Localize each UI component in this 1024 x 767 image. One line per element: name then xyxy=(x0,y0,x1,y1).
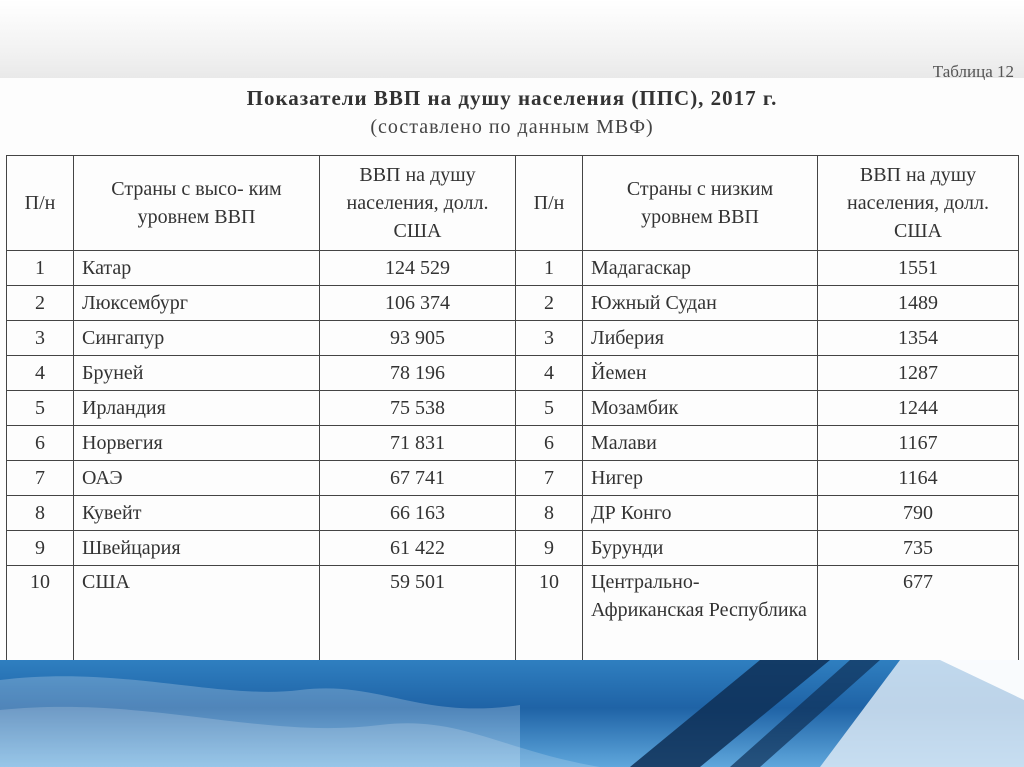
low-gdp-country: Бурунди xyxy=(583,531,818,566)
high-gdp-value: 93 905 xyxy=(320,321,516,356)
high-gdp-country: США xyxy=(74,566,320,664)
low-gdp-country: ДР Конго xyxy=(583,496,818,531)
low-gdp-value: 735 xyxy=(818,531,1019,566)
high-gdp-country: Сингапур xyxy=(74,321,320,356)
high-gdp-value: 124 529 xyxy=(320,251,516,286)
table-number-label: Таблица 12 xyxy=(932,64,1014,80)
low-gdp-value: 1167 xyxy=(818,426,1019,461)
high-gdp-country: Ирландия xyxy=(74,391,320,426)
table-row xyxy=(7,566,1019,664)
banner-graphic xyxy=(0,660,1024,767)
high-gdp-value: 106 374 xyxy=(320,286,516,321)
table-row xyxy=(7,531,1019,566)
low-gdp-country: Мадагаскар xyxy=(583,251,818,286)
row-number-right: 9 xyxy=(516,531,583,566)
row-number-right: 7 xyxy=(516,461,583,496)
row-number-right: 5 xyxy=(516,391,583,426)
row-number-right: 10 xyxy=(516,566,583,664)
table-row xyxy=(7,461,1019,496)
row-number-right: 4 xyxy=(516,356,583,391)
table-row xyxy=(7,251,1019,286)
header-number-right: П/н xyxy=(516,156,583,251)
header-gdp-left: ВВП на душу населения, долл. США xyxy=(320,156,516,251)
row-number-right: 3 xyxy=(516,321,583,356)
row-number-left: 9 xyxy=(7,531,74,566)
row-number-right: 6 xyxy=(516,426,583,461)
table-subtitle: (составлено по данным МВФ) xyxy=(370,116,654,138)
row-number-right: 2 xyxy=(516,286,583,321)
high-gdp-country: Швейцария xyxy=(74,531,320,566)
high-gdp-country: Кувейт xyxy=(74,496,320,531)
row-number-left: 4 xyxy=(7,356,74,391)
high-gdp-country: ОАЭ xyxy=(74,461,320,496)
table-title: Показатели ВВП на душу населения (ППС), 2017 г. xyxy=(246,86,778,110)
low-gdp-value: 1244 xyxy=(818,391,1019,426)
gdp-table xyxy=(6,155,1019,664)
row-number-left: 7 xyxy=(7,461,74,496)
low-gdp-country: Малави xyxy=(583,426,818,461)
table-row xyxy=(7,321,1019,356)
high-gdp-country: Бруней xyxy=(74,356,320,391)
high-gdp-country: Катар xyxy=(74,251,320,286)
row-number-right: 1 xyxy=(516,251,583,286)
low-gdp-value: 677 xyxy=(818,566,1019,664)
low-gdp-country: Йемен xyxy=(583,356,818,391)
table-header-row xyxy=(7,156,1019,251)
table-row xyxy=(7,356,1019,391)
low-gdp-value: 1164 xyxy=(818,461,1019,496)
low-gdp-value: 1489 xyxy=(818,286,1019,321)
high-gdp-value: 66 163 xyxy=(320,496,516,531)
high-gdp-value: 78 196 xyxy=(320,356,516,391)
high-gdp-value: 67 741 xyxy=(320,461,516,496)
high-gdp-country: Норвегия xyxy=(74,426,320,461)
row-number-left: 2 xyxy=(7,286,74,321)
row-number-left: 3 xyxy=(7,321,74,356)
row-number-right: 8 xyxy=(516,496,583,531)
low-gdp-country: Центрально- Африканская Республика xyxy=(583,566,818,664)
header-number-left: П/н xyxy=(7,156,74,251)
header-low-gdp-countries: Страны с низким уровнем ВВП xyxy=(583,156,818,251)
low-gdp-value: 790 xyxy=(818,496,1019,531)
decorative-bottom-banner xyxy=(0,660,1024,767)
table-row xyxy=(7,496,1019,531)
high-gdp-value: 59 501 xyxy=(320,566,516,664)
low-gdp-country: Либерия xyxy=(583,321,818,356)
low-gdp-value: 1287 xyxy=(818,356,1019,391)
header-high-gdp-countries: Страны с высо- ким уровнем ВВП xyxy=(74,156,320,251)
high-gdp-value: 75 538 xyxy=(320,391,516,426)
low-gdp-value: 1551 xyxy=(818,251,1019,286)
row-number-left: 1 xyxy=(7,251,74,286)
row-number-left: 5 xyxy=(7,391,74,426)
table-row xyxy=(7,391,1019,426)
row-number-left: 10 xyxy=(7,566,74,664)
table-row xyxy=(7,426,1019,461)
high-gdp-country: Люксембург xyxy=(74,286,320,321)
low-gdp-value: 1354 xyxy=(818,321,1019,356)
low-gdp-country: Нигер xyxy=(583,461,818,496)
row-number-left: 6 xyxy=(7,426,74,461)
row-number-left: 8 xyxy=(7,496,74,531)
table-row xyxy=(7,286,1019,321)
low-gdp-country: Южный Судан xyxy=(583,286,818,321)
high-gdp-value: 61 422 xyxy=(320,531,516,566)
high-gdp-value: 71 831 xyxy=(320,426,516,461)
header-gdp-right: ВВП на душу населения, долл. США xyxy=(818,156,1019,251)
low-gdp-country: Мозамбик xyxy=(583,391,818,426)
